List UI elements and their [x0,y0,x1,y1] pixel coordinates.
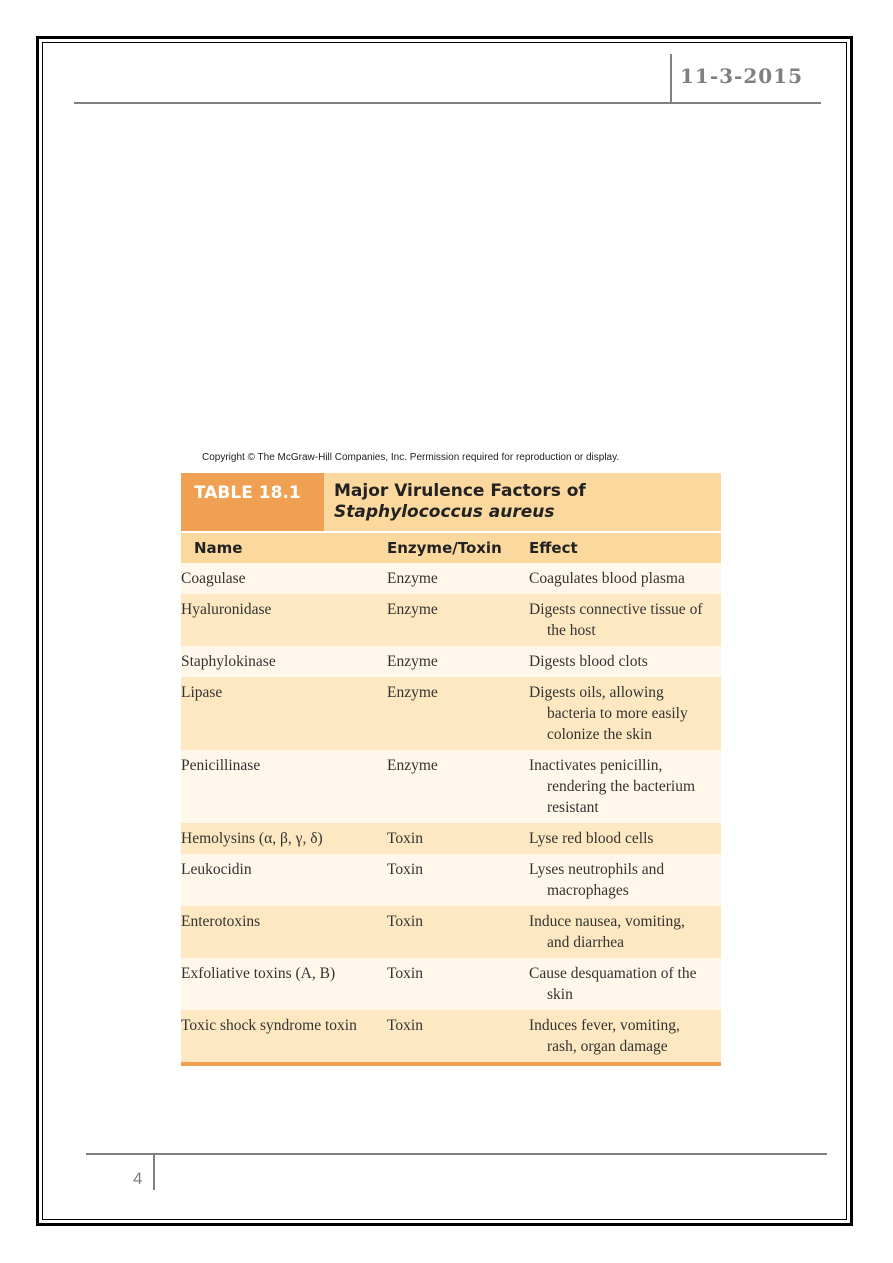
copyright-notice: Copyright © The McGraw-Hill Companies, Inc. Permission required for reproduction or display. [202,452,620,463]
cell-type: Enzyme [387,757,438,774]
column-header-effect: Effect [529,539,578,557]
table-row [181,677,721,750]
table-row [181,750,721,823]
footer-separator [153,1153,155,1190]
table-header-row [181,531,721,563]
cell-name: Exfoliative toxins (A, B) [181,965,336,982]
cell-name: Hyaluronidase [181,601,272,618]
header-date: 11-3-2015 [680,64,804,88]
cell-effect: Lyses neutrophils and macrophages [529,861,665,899]
cell-name: Coagulase [181,570,246,587]
cell-effect: Digests blood clots [529,653,648,670]
footer-rule [86,1153,827,1155]
cell-type: Enzyme [387,570,438,587]
cell-type: Toxin [387,965,423,982]
table-bottom-rule [181,1062,721,1066]
header-separator [670,54,672,104]
cell-name: Staphylokinase [181,653,276,670]
table-row [181,854,721,906]
cell-name: Lipase [181,684,223,701]
table-row [181,646,721,677]
cell-name: Penicillinase [181,757,261,774]
table-row [181,958,721,1010]
header-rule [74,102,821,104]
cell-type: Enzyme [387,653,438,670]
table-row [181,823,721,854]
cell-effect: Digests connective tissue of the host [529,601,703,639]
table-row [181,906,721,958]
table-title-line1: Major Virulence Factors of [334,481,586,501]
cell-name: Hemolysins (α, β, γ, δ) [181,830,323,847]
table-row [181,594,721,646]
cell-type: Toxin [387,861,423,878]
table-title [324,473,721,531]
cell-type: Enzyme [387,601,438,618]
cell-effect: Coagulates blood plasma [529,570,685,587]
table-title-row [181,473,721,531]
table-label: TABLE 18.1 [181,473,324,531]
virulence-factors-table [181,473,721,1066]
table-row [181,563,721,594]
cell-type: Enzyme [387,684,438,701]
page-number: 4 [133,1169,143,1188]
cell-effect: Lyse red blood cells [529,830,654,847]
cell-effect: Cause desquamation of the skin [529,965,697,1003]
cell-effect: Digests oils, allowing bacteria to more easily colonize the skin [529,684,688,743]
cell-type: Toxin [387,830,423,847]
cell-type: Toxin [387,913,423,930]
cell-effect: Inactivates penicillin, rendering the bacterium resistant [529,757,696,816]
table-title-line2: Staphylococcus aureus [334,502,555,522]
column-header-type: Enzyme/Toxin [387,539,502,557]
cell-name: Enterotoxins [181,913,261,930]
cell-name: Leukocidin [181,861,252,878]
table-row [181,1010,721,1062]
column-header-name: Name [194,539,243,557]
cell-type: Toxin [387,1017,423,1034]
cell-effect: Induce nausea, vomiting, and diarrhea [529,913,685,951]
cell-effect: Induces fever, vomiting, rash, organ damage [529,1017,680,1055]
cell-name: Toxic shock syndrome toxin [181,1017,357,1034]
